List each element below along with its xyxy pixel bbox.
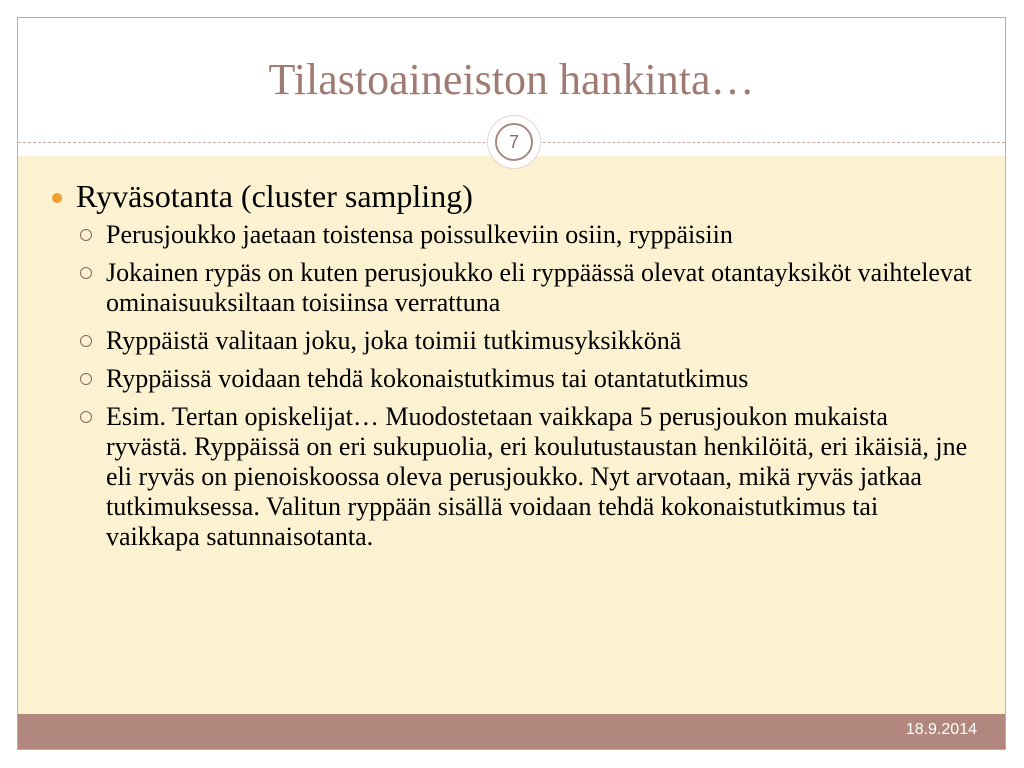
- slide-body: [50, 176, 975, 560]
- footer-bar: [18, 714, 1005, 749]
- slide-number-badge: [488, 116, 540, 168]
- hollow-circle-icon: [80, 229, 92, 241]
- sub-bullet-text: Esim. Tertan opiskelijat… Muodostetaan vaikkapa 5 perusjoukon mukaista ryvästä. Ryppäissä on eri sukupuolia, eri koulutustaustan henkilöitä, eri ikäisiä, jne eli ryväs on pienoiskoossa oleva perusjoukko. Nyt arvotaan, mikä ryväs jatkaa tutkimuksessa. Valitun ryppään sisällä voidaan tehdä kokonaistutkimus tai vaikkapa satunnaisotanta.: [106, 402, 968, 551]
- footer-date: 18.9.2014: [905, 721, 977, 738]
- main-bullet: [50, 176, 975, 216]
- sub-bullet-text: Perusjoukko jaetaan toistensa poissulkeviin osiin, ryppäisiin: [106, 220, 733, 249]
- hollow-circle-icon: [80, 267, 92, 279]
- hollow-circle-icon: [80, 411, 92, 423]
- sub-bullet: [50, 326, 975, 356]
- hollow-circle-icon: [80, 373, 92, 385]
- sub-bullet: [50, 220, 975, 250]
- sub-bullet: [50, 364, 975, 394]
- sub-bullet-text: Ryppäissä voidaan tehdä kokonaistutkimus tai otantatutkimus: [106, 364, 749, 393]
- main-bullet-text: Ryväsotanta (cluster sampling): [76, 178, 473, 214]
- sub-bullet: [50, 258, 975, 318]
- sub-bullet: [50, 402, 975, 552]
- slide-number: 7: [495, 123, 533, 161]
- orange-dot-icon: [52, 193, 62, 203]
- sub-bullet-text: Ryppäistä valitaan joku, joka toimii tutkimusyksikkönä: [106, 326, 682, 355]
- sub-bullet-text: Jokainen rypäs on kuten perusjoukko eli ryppäässä olevat otantayksiköt vaihtelevat ominaisuuksiltaan toisiinsa verrattuna: [106, 258, 972, 317]
- hollow-circle-icon: [80, 335, 92, 347]
- slide-title: Tilastoaineiston hankinta…: [268, 55, 755, 104]
